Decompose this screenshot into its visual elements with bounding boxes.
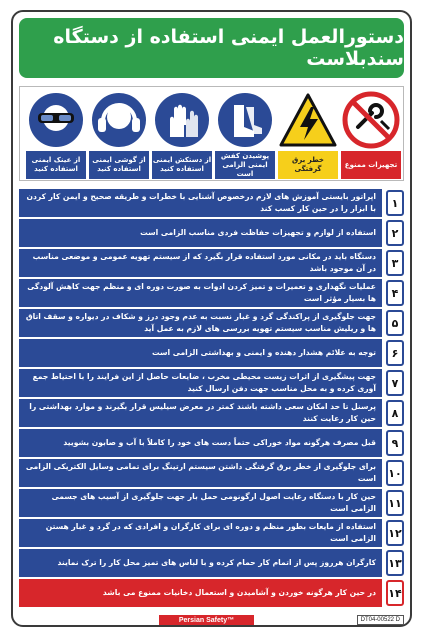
list-item (19, 279, 404, 307)
sign-gloves (152, 91, 212, 149)
rule-number: ۵ (386, 310, 404, 336)
sign-goggles (26, 91, 86, 149)
rule-text: حین کار با دستگاه رعایت اصول ارگونومی حمل بار جهت جلوگیری از آسیب های جسمی الزامی است (19, 489, 382, 517)
rule-number: ۳ (386, 250, 404, 276)
list-item (19, 309, 404, 337)
list-item (19, 519, 404, 547)
sign-caption: از گوشی ایمنی استفاده کنید (89, 151, 149, 179)
rule-text: قبل مصرف هرگونه مواد خوراکی حتماً دست های خود را کاملاً با آب و صابون بشویید (19, 429, 382, 457)
rule-text: جهت جلوگیری از پراکندگی گرد و غبار نسبت به عدم وجود درز و شکاف در دیواره و سقف اتاق ها و ریلیش مناسب سیستم تهویه بررسی های لازم به عمل آید (19, 309, 382, 337)
rule-number: ۱۱ (386, 490, 404, 516)
rule-text: پرسنل تا حد امکان سعی داشته باشند کمتر در معرض سیلیس قرار بگیرند و موارد بهداشتی را حین کار رعایت کنند (19, 399, 382, 427)
list-item (19, 369, 404, 397)
sign-caption: پوشیدن کفش ایمنی الزامی است (215, 151, 275, 179)
rule-text: استفاده از مایعات بطور منظم و دوره ای برای کارگران و افرادی که در گرد و غبار هستن الزامی است (19, 519, 382, 547)
rule-text: برای جلوگیری از خطر برق گرفتگی داشتن سیستم ارتینگ برای تمامی وسایل الکتریکی الزامی است (19, 459, 382, 487)
electric-shock-warning-icon (278, 91, 338, 149)
sign-warning (278, 91, 338, 149)
rule-text: اپراتور بایستی آموزش های لازم درخصوص آشنایی با خطرات و طریقه صحیح و ایمن کار کردن با ابزار را در حین کار کسب کند (19, 189, 382, 217)
rule-text: عملیات نگهداری و تعمیرات و تمیز کردن ادوات به صورت دوره ای و منظم جهت کاهش آلودگی ها بسیار مؤثر است (19, 279, 382, 307)
rule-text: دستگاه باید در مکانی مورد استفاده قرار بگیرد که از سیستم تهویه عمومی و موضعی مناسب در آن موجود باشد (19, 249, 382, 277)
rule-text: در حین کار هرگونه خوردن و آشامیدن و استعمال دخانیات ممنوع می باشد (19, 579, 382, 607)
rule-number: ۱ (386, 190, 404, 216)
sign-prohibition (341, 91, 401, 149)
safety-goggles-icon (26, 91, 86, 149)
rule-number: ۸ (386, 400, 404, 426)
footer (19, 615, 404, 625)
rule-text: کارگران هرروز پس از اتمام کار حمام کرده و با لباس های تمیز محل کار را ترک نمایند (19, 549, 382, 577)
rule-text: توجه به علائم هشدار دهنده و ایمنی و بهداشتی الزامی است (19, 339, 382, 367)
rule-number: ۱۴ (386, 580, 404, 606)
rule-number: ۱۳ (386, 550, 404, 576)
product-code: DT04-00522 D (357, 615, 404, 625)
no-tools-icon (341, 91, 401, 149)
rule-number: ۱۰ (386, 460, 404, 486)
safety-signs-panel (19, 86, 404, 181)
list-item (19, 549, 404, 577)
list-item (19, 219, 404, 247)
safety-sign-sheet (11, 10, 412, 627)
list-item (19, 399, 404, 427)
page-title: دستورالعمل ایمنی استفاده از دستگاه سندبلاست (19, 18, 404, 78)
rule-number: ۹ (386, 430, 404, 456)
sign-boots (215, 91, 275, 149)
sign-caption: خطر برق گرفتگی (278, 151, 338, 179)
sign-ear (89, 91, 149, 149)
list-item (19, 429, 404, 457)
rule-number: ۷ (386, 370, 404, 396)
brand-label: Persian Safety™ (159, 615, 254, 625)
rule-text: استفاده از لوازم و تجهیزات حفاظت فردی مناسب الزامی است (19, 219, 382, 247)
list-item (19, 249, 404, 277)
sign-caption: از دستکش ایمنی استفاده کنید (152, 151, 212, 179)
list-item (19, 339, 404, 367)
list-item (19, 459, 404, 487)
rule-number: ۶ (386, 340, 404, 366)
list-item (19, 579, 404, 607)
ear-protection-icon (89, 91, 149, 149)
rule-number: ۱۲ (386, 520, 404, 546)
sign-caption: از عینک ایمنی استفاده کنید (26, 151, 86, 179)
safety-gloves-icon (152, 91, 212, 149)
rule-number: ۴ (386, 280, 404, 306)
rule-text: جهت پیشگیری از اثرات زیست محیطی مخرب ، ضایعات حاصل از این فرایند را با احتیاط جمع آوری کرده و به محل مناسب جهت دفن ارسال کنید (19, 369, 382, 397)
list-item (19, 189, 404, 217)
safety-boots-icon (215, 91, 275, 149)
list-item (19, 489, 404, 517)
sign-caption: تجهیزات ممنوع (341, 151, 401, 179)
rule-number: ۲ (386, 220, 404, 246)
